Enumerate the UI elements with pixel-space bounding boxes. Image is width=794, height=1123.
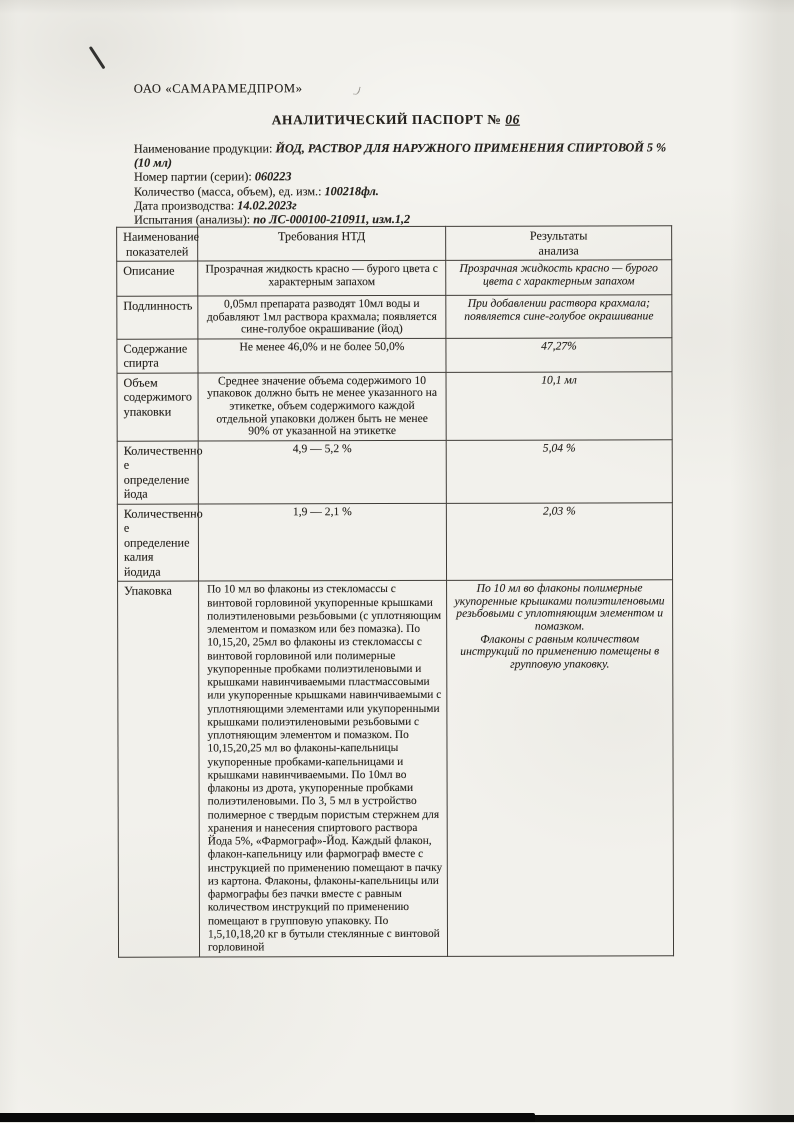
analysis-result-cell: 2,03 % xyxy=(446,503,672,581)
pen-stroke-artifact xyxy=(89,46,105,69)
info-line-batch-number xyxy=(134,169,686,185)
header-ntd-requirements: Требования НТД xyxy=(198,226,446,261)
ntd-requirement-cell: Среднее значение объема содержимого 10 упаковок должно быть не менее указанного на этикетке, объем содержимого каждой отдельной упаковки должен быть не менее 90% от указанной на этикетке xyxy=(198,372,446,441)
indicator-name-cell: Объем содержимого упаковки xyxy=(117,373,198,441)
table-row-potassium-iodide-assay xyxy=(117,503,672,582)
ntd-requirement-cell: 0,05мл препарата разводят 10мл воды и добавляют 1мл раствора крахмала; появляется сине-голубое окрашивание (йод) xyxy=(198,295,446,338)
analysis-result-cell: По 10 мл во флаконы полимерные укупоренные крышками полиэтиленовыми резьбовыми с уплотняющим элементом и помазком. Флаконы с равным количеством инструкций по применению помещены в групповую упаковку. xyxy=(447,580,674,957)
specification-table xyxy=(116,225,674,958)
analysis-result-cell: При добавлении раствора крахмала; появляется сине-голубое окрашивание xyxy=(446,295,672,338)
indicator-name-cell: Содержание спирта xyxy=(117,339,198,373)
info-label: Дата производства: xyxy=(134,198,238,213)
info-value: ЙОД, РАСТВОР ДЛЯ НАРУЖНОГО ПРИМЕНЕНИЯ СПИРТОВОЙ 5 % (10 мл) xyxy=(133,140,667,170)
product-info-block xyxy=(134,140,686,227)
info-line-production-date xyxy=(134,197,686,213)
ntd-requirement-cell: Не менее 46,0% и не более 50,0% xyxy=(198,338,446,373)
table-row-package-volume xyxy=(117,372,672,441)
info-label: Наименование продукции: xyxy=(133,141,276,156)
ntd-requirement-cell: По 10 мл во флаконы из стекломассы с винтовой горловиной укупоренные крышками полиэтиленовыми резьбовыми (с уплотняющим элементом и помазком или без помазка). По 10,15,20, 25мл во флаконы из стекломассы с винтовой горловиной или полимерные укупоренные пробками полиэтиленовыми и крышками навинчиваемыми пластмассовыми или укупоренные крышками навинчиваемыми с уплотняющими элементами или укупоренными крышками полиэтиленовыми резьбовыми с уплотняющим элементом и помазком. По 10,15,20,25 мл во флаконы-капельницы укупоренные пробками-капельницами и крышками навинчиваемыми. По 10мл во флаконы из дрота, укупоренные пробками полиэтиленовыми. По 3, 5 мл в устройство полимерное с твердым пористым стержнем для хранения и нанесения спиртового раствора Йода 5%, «Фармограф»-Йод. Каждый флакон, флакон-капельницу или фармограф вместе с инструкцией по применению помещают в пачку из картона. Флаконы, флаконы-капельницы или фармографы без пачки вместе с равным количеством инструкций по применению помещают в групповую упаковку. По 1,5,10,18,20 кг в бутыли стеклянные с винтовой горловиной xyxy=(199,581,448,958)
info-line-quantity xyxy=(134,183,686,199)
company-name: ОАО «САМАРАМЕДПРОМ» xyxy=(133,81,303,96)
document-title-label: АНАЛИТИЧЕСКИЙ ПАСПОРТ № xyxy=(271,111,506,128)
indicator-name-cell: Количественно е определение калия йодида xyxy=(117,504,198,582)
analysis-result-cell: 5,04 % xyxy=(446,440,672,504)
table-row-alcohol-content xyxy=(117,338,672,373)
info-label: Испытания (анализы): xyxy=(134,212,254,227)
document-title xyxy=(0,111,793,129)
analysis-result-cell: Прозрачная жидкость красно — бурого цвета с характерным запахом xyxy=(446,260,672,296)
indicator-name-cell: Упаковка xyxy=(118,581,200,957)
info-value: 100218фл. xyxy=(324,183,379,198)
table-row-authenticity xyxy=(117,295,672,339)
table-row-description xyxy=(117,260,672,296)
info-line-product-name xyxy=(134,140,686,170)
info-value: по ЛС-000100-210911, изм.1,2 xyxy=(253,211,411,227)
scan-smudge-artifact xyxy=(353,86,361,96)
info-label: Номер партии (серии): xyxy=(133,169,255,185)
table-row-iodine-assay xyxy=(117,440,672,504)
ntd-requirement-cell: Прозрачная жидкость красно — бурого цвета с характерным запахом xyxy=(198,260,446,296)
indicator-name-cell: Подлинность xyxy=(117,296,198,339)
ntd-requirement-cell: 4,9 — 5,2 % xyxy=(198,440,446,504)
indicator-name-cell: Количественно е определение йода xyxy=(117,441,198,504)
info-value: 060223 xyxy=(254,169,292,184)
header-indicator-name: Наименование показателей xyxy=(117,227,198,261)
analysis-result-cell: 10,1 мл xyxy=(446,372,672,441)
info-label: Количество (масса, объем), ед. изм.: xyxy=(134,183,325,199)
analysis-result-cell: 47,27% xyxy=(446,338,672,373)
ntd-requirement-cell: 1,9 — 2,1 % xyxy=(198,503,446,581)
scanner-edge-artifact-left xyxy=(0,1113,535,1122)
indicator-name-cell: Описание xyxy=(117,261,198,296)
table-row-packaging xyxy=(118,580,674,957)
info-value: 14.02.2023г xyxy=(237,198,297,213)
table-header-row xyxy=(117,226,672,261)
header-analysis-results: Результаты анализа xyxy=(446,226,672,261)
document-number: 06 xyxy=(505,111,520,127)
